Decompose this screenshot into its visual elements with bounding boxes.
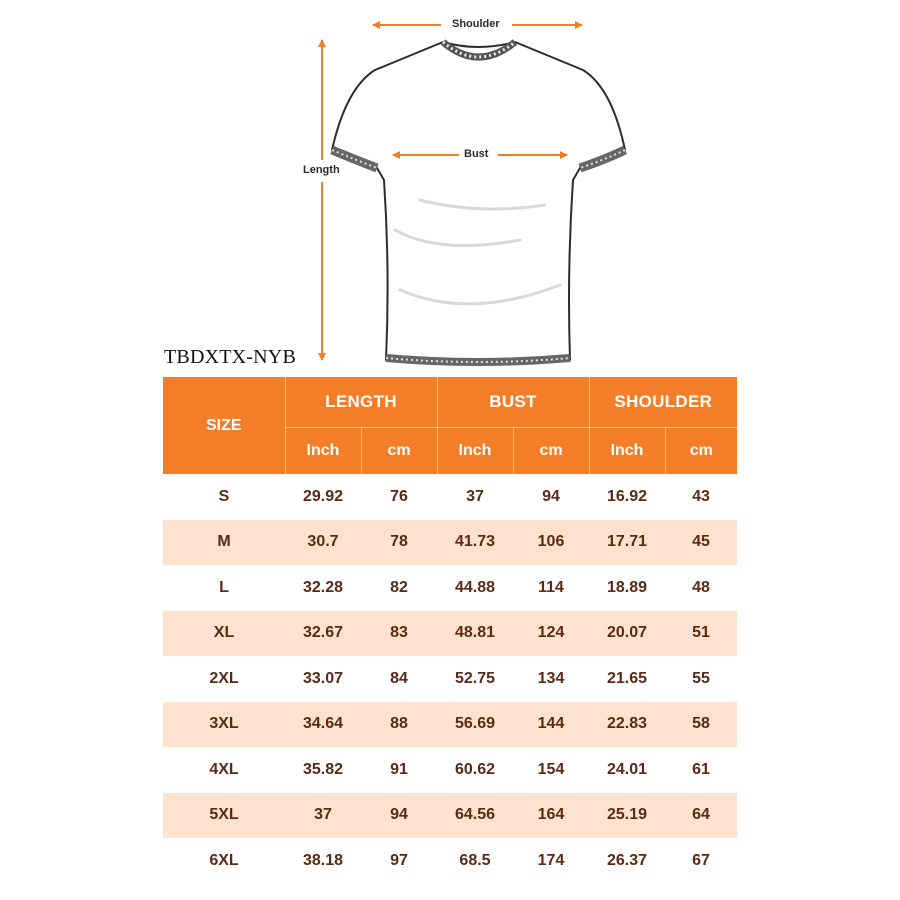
bust-cm-cell: 154	[513, 747, 589, 793]
shoulder-label: Shoulder	[448, 18, 504, 30]
bust-inch-cell: 68.5	[437, 838, 513, 884]
table-row	[163, 611, 737, 657]
bust-cm-cell: 106	[513, 520, 589, 566]
length-cm-cell: 97	[361, 838, 437, 884]
bust-cm-cell: 174	[513, 838, 589, 884]
tshirt-measurement-diagram	[0, 0, 900, 375]
group-header-row	[163, 377, 737, 428]
unit-header: cm	[361, 428, 437, 475]
length-cm-cell: 78	[361, 520, 437, 566]
size-chart-table	[163, 377, 737, 884]
length-cm-cell: 83	[361, 611, 437, 657]
size-cell: 6XL	[163, 838, 285, 884]
product-code: TBDXTX-NYB	[164, 346, 296, 368]
length-inch-cell: 30.7	[285, 520, 361, 566]
length-cm-cell: 94	[361, 793, 437, 839]
bust-inch-cell: 37	[437, 474, 513, 520]
table-row	[163, 565, 737, 611]
unit-header: Inch	[589, 428, 665, 475]
unit-header: Inch	[437, 428, 513, 475]
shoulder-cm-cell: 51	[665, 611, 737, 657]
length-cm-cell: 76	[361, 474, 437, 520]
shoulder-inch-cell: 20.07	[589, 611, 665, 657]
length-inch-cell: 35.82	[285, 747, 361, 793]
bust-cm-cell: 114	[513, 565, 589, 611]
bust-label: Bust	[464, 148, 489, 160]
shoulder-inch-cell: 16.92	[589, 474, 665, 520]
length-inch-cell: 29.92	[285, 474, 361, 520]
bust-cm-cell: 144	[513, 702, 589, 748]
table-row	[163, 474, 737, 520]
size-cell: 5XL	[163, 793, 285, 839]
shoulder-cm-cell: 55	[665, 656, 737, 702]
shoulder-inch-cell: 17.71	[589, 520, 665, 566]
size-cell: 3XL	[163, 702, 285, 748]
size-cell: L	[163, 565, 285, 611]
bust-cm-cell: 134	[513, 656, 589, 702]
size-cell: M	[163, 520, 285, 566]
shoulder-cm-cell: 67	[665, 838, 737, 884]
shoulder-cm-cell: 58	[665, 702, 737, 748]
shoulder-inch-cell: 26.37	[589, 838, 665, 884]
table-row	[163, 747, 737, 793]
length-header: LENGTH	[285, 377, 437, 428]
shoulder-cm-cell: 48	[665, 565, 737, 611]
size-cell: S	[163, 474, 285, 520]
length-inch-cell: 32.67	[285, 611, 361, 657]
size-header: SIZE	[163, 377, 285, 474]
table-row	[163, 520, 737, 566]
length-cm-cell: 82	[361, 565, 437, 611]
size-rows	[163, 474, 737, 884]
shoulder-cm-cell: 45	[665, 520, 737, 566]
shoulder-inch-cell: 18.89	[589, 565, 665, 611]
bust-header: BUST	[437, 377, 589, 428]
unit-header: cm	[513, 428, 589, 475]
shoulder-cm-cell: 61	[665, 747, 737, 793]
length-cm-cell: 84	[361, 656, 437, 702]
tshirt-icon	[332, 42, 625, 364]
table-row	[163, 838, 737, 884]
bust-inch-cell: 41.73	[437, 520, 513, 566]
size-cell: 4XL	[163, 747, 285, 793]
length-cm-cell: 91	[361, 747, 437, 793]
length-inch-cell: 37	[285, 793, 361, 839]
shoulder-inch-cell: 21.65	[589, 656, 665, 702]
length-inch-cell: 33.07	[285, 656, 361, 702]
length-inch-cell: 32.28	[285, 565, 361, 611]
bust-inch-cell: 48.81	[437, 611, 513, 657]
shoulder-header: SHOULDER	[589, 377, 737, 428]
bust-cm-cell: 94	[513, 474, 589, 520]
bust-inch-cell: 52.75	[437, 656, 513, 702]
size-cell: XL	[163, 611, 285, 657]
shoulder-inch-cell: 22.83	[589, 702, 665, 748]
bust-inch-cell: 56.69	[437, 702, 513, 748]
shoulder-inch-cell: 25.19	[589, 793, 665, 839]
bust-inch-cell: 60.62	[437, 747, 513, 793]
bust-inch-cell: 64.56	[437, 793, 513, 839]
size-cell: 2XL	[163, 656, 285, 702]
shoulder-cm-cell: 43	[665, 474, 737, 520]
table-row	[163, 702, 737, 748]
length-inch-cell: 38.18	[285, 838, 361, 884]
bust-inch-cell: 44.88	[437, 565, 513, 611]
table-row	[163, 656, 737, 702]
length-label: Length	[299, 164, 344, 176]
bust-cm-cell: 164	[513, 793, 589, 839]
shoulder-cm-cell: 64	[665, 793, 737, 839]
table-row	[163, 793, 737, 839]
tshirt-illustration	[0, 0, 900, 375]
length-cm-cell: 88	[361, 702, 437, 748]
bust-cm-cell: 124	[513, 611, 589, 657]
unit-header: cm	[665, 428, 737, 475]
length-inch-cell: 34.64	[285, 702, 361, 748]
shoulder-inch-cell: 24.01	[589, 747, 665, 793]
unit-header: Inch	[285, 428, 361, 475]
